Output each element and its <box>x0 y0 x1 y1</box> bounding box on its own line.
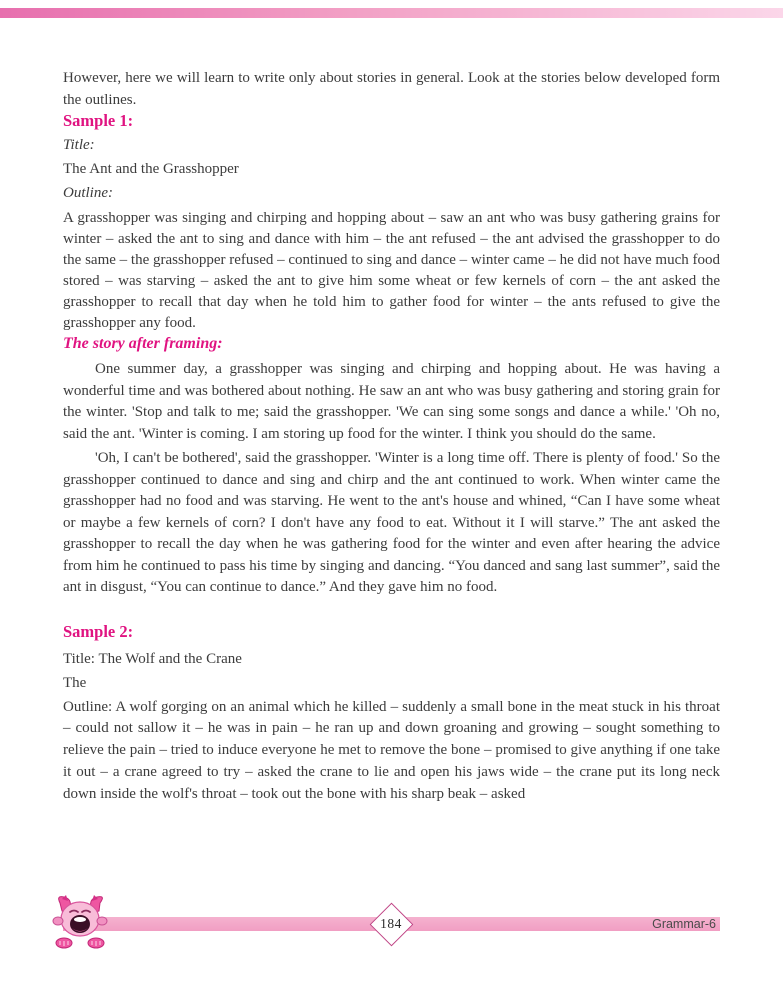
intro-paragraph: However, here we will learn to write only about stories in general. Look at the stories below developed form the outlines. <box>63 70 720 108</box>
page-number-diamond <box>369 902 413 946</box>
story-paragraph-1: One summer day, a grasshopper was singing and chirping and hopping about. He was having a wonderful time and was bothered about nothing. He saw an ant who was busy gathering and storing grain for the winter. 'Stop and talk to me; said the grasshopper. 'We can sing some songs and dance a while.' 'Oh no, said the ant. 'Winter is coming. I am storing up food for the winter. I think you should do the same. <box>63 361 720 442</box>
sample1-outline-label: Outline: <box>63 185 113 201</box>
sample2-title-line: Title: The Wolf and the Crane <box>63 650 242 667</box>
sample1-heading: Sample 1: <box>63 111 134 130</box>
sample1-outline-text: A grasshopper was singing and chirping and hopping about – saw an ant who was busy gathering grains for winter – asked the ant to sing and dance with him – the ant refused – the ant advised the grasshopper to do the same – the grasshopper refused – continued to sing and dance – winter came – he did not have much food stored – was starving – asked the ant to give him some wheat or few kernels of corn – the ant asked the grasshopper to recall that day when he told him to gather food for winter – the ants refused to give the grasshopper any food. <box>63 210 720 331</box>
page-number: 184 <box>380 916 402 931</box>
sample2-the-line: The <box>63 674 87 691</box>
sample2-heading: Sample 2: <box>63 621 134 641</box>
book-title-label: Grammar-6 <box>652 917 716 931</box>
top-decoration-bar <box>0 8 783 18</box>
story-after-framing-heading: The story after framing: <box>63 335 223 352</box>
sample2-outline-text: Outline: A wolf gorging on an animal which he killed – suddenly a small bone in the meat stuck in his throat – could not sallow it – he was in pain – he ran up and down groaning and growing – sought something to relieve the pain – tried to induce everyone he met to remove the bone – promised to give anything if one take it out – a crane agreed to try – asked the crane to lie and open his jaws wide – the crane put its long neck down inside the wolf's throat – took out the bone with his sharp beak – asked <box>63 698 720 802</box>
mascot-icon <box>48 893 114 951</box>
sample1-title-label: Title: <box>63 137 95 153</box>
page-content <box>63 68 720 805</box>
story-paragraph-2: 'Oh, I can't be bothered', said the grasshopper. 'Winter is a long time off. There is plenty of food.' So the grasshopper continued to dance and sing and chirp and the ant continued to work. When winter came the grasshopper had no food and was starving. He went to the ant's house and whined, “Can I have some wheat or maybe a few kernels of corn? I don't have any food to eat. Without it I will starve.” The ant asked the grasshopper to recall the day when he was gathering food for the winter and even after hearing the advice from him he continued to pass his time by singing and dancing. “You danced and sang last summer”, said the ant in disgust, “You can continue to dance.” And they gave him no food. <box>63 450 720 595</box>
sample1-title-value: The Ant and the Grasshopper <box>63 161 239 177</box>
